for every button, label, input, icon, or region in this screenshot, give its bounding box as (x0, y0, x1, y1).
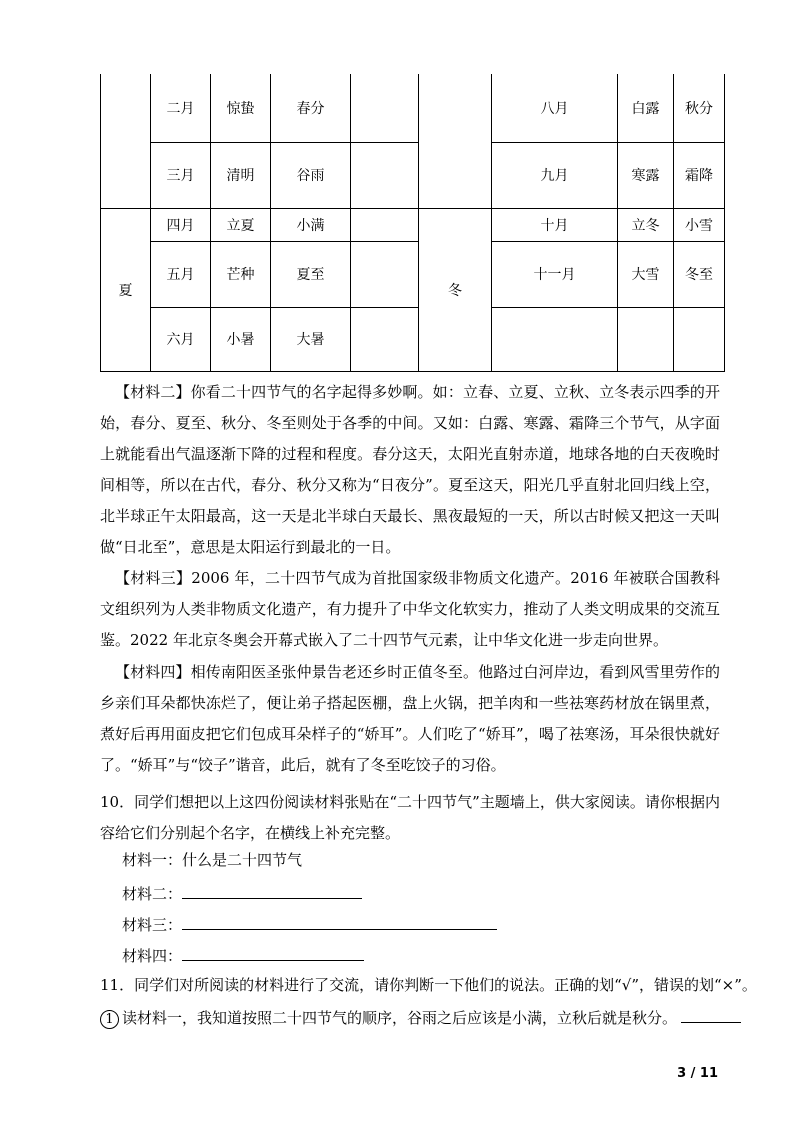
table-cell-month: 六月 (151, 307, 211, 371)
table-cell-month: 十一月 (492, 241, 618, 307)
solar-terms-table (100, 74, 725, 372)
q10-label-material-2: 材料二： (122, 885, 183, 903)
question-10: 10．同学们想把以上这四份阅读材料张贴在“二十四节气”主题墙上，供大家阅读。请你根据内容给它们分别起个名字，在横线上补充完整。 (100, 793, 720, 842)
table-cell-empty (351, 208, 419, 241)
q11-item-1-text: 读材料一，我知道按照二十四节气的顺序，谷雨之后应该是小满，立秋后就是秋分。 (122, 1009, 678, 1027)
table-cell-month: 二月 (151, 74, 211, 142)
table-cell-term: 霜降 (674, 142, 725, 208)
table-cell-term: 夏至 (271, 241, 351, 307)
table-cell-month: 八月 (492, 74, 618, 142)
question-11: 11．同学们对所阅读的材料进行了交流，请你判断一下他们的说法。正确的划“√”，错误的划“×”。 (100, 976, 757, 994)
table-cell-month: 五月 (151, 241, 211, 307)
table-cell-term: 秋分 (674, 74, 725, 142)
table-cell-term: 立夏 (211, 208, 271, 241)
table-cell-term: 芒种 (211, 241, 271, 307)
material-four: 【材料四】相传南阳医圣张仲景告老还乡时正值冬至。他路过白河岸边，看到风雪里劳作的乡亲们耳朵都快冻烂了，便让弟子搭起医棚，盘上火锅，把羊肉和一些祛寒药材放在锅里煮，煮好后再用面皮把它们包成耳朵样子的“娇耳”。人们吃了“娇耳”，喝了祛寒汤，耳朵很快就好了。“娇耳”与“饺子”谐音，此后，就有了冬至吃饺子的习俗。 (100, 663, 720, 774)
table-cell-term: 大暑 (271, 307, 351, 371)
q10-item-material-4 (122, 944, 364, 966)
q10-item-material-1: 材料一：什么是二十四节气 (122, 851, 303, 869)
answer-blank-material-2[interactable] (182, 882, 362, 899)
answer-blank-material-4[interactable] (182, 944, 364, 961)
table-cell-month: 四月 (151, 208, 211, 241)
table-cell-month: 十月 (492, 208, 618, 241)
material-two: 【材料二】你看二十四节气的名字起得多妙啊。如：立春、立夏、立秋、立冬表示四季的开始，春分、夏至、秋分、冬至则处于各季的中间。又如：白露、寒露、霜降三个节气，从字面上就能看出气温逐渐下降的过程和程度。春分这天，太阳光直射赤道，地球各地的白天夜晚时间相等，所以在古代，春分、秋分又称为“日夜分”。夏至这天，阳光几乎直射北回归线上空，北半球正午太阳最高，这一天是北半球白天最长、黑夜最短的一天，所以古时候又把这一天叫做“日北至”，意思是太阳运行到最北的一日。 (100, 383, 720, 556)
table-cell-term (618, 307, 674, 371)
table-cell-term: 谷雨 (271, 142, 351, 208)
table-cell-empty (351, 307, 419, 371)
table-cell-empty (351, 241, 419, 307)
q11-item-1 (100, 1006, 741, 1029)
season-cell-summer: 夏 (101, 208, 151, 371)
table-cell-term: 清明 (211, 142, 271, 208)
table-cell-term: 冬至 (674, 241, 725, 307)
answer-blank-material-3[interactable] (182, 913, 497, 930)
table-cell-month (492, 307, 618, 371)
table-cell-empty (351, 142, 419, 208)
page-number: 3 / 11 (677, 1066, 718, 1081)
table-cell-term: 惊蛰 (211, 74, 271, 142)
circled-number-1: 1 (100, 1010, 119, 1029)
table-cell-term: 白露 (618, 74, 674, 142)
table-cell-term: 寒露 (618, 142, 674, 208)
q10-label-material-4: 材料四： (122, 947, 183, 965)
table-cell-month: 九月 (492, 142, 618, 208)
q10-item-material-2 (122, 882, 362, 904)
season-cell-winter: 冬 (419, 208, 492, 371)
q10-label-material-3: 材料三： (122, 916, 183, 934)
season-cell-spring (101, 74, 151, 208)
table-cell-month: 三月 (151, 142, 211, 208)
material-three: 【材料三】2006 年，二十四节气成为首批国家级非物质文化遗产。2016 年被联合国教科文组织列为人类非物质文化遗产，有力提升了中华文化软实力，推动了人类文明成果的交流互鉴。2022 年北京冬奥会开幕式嵌入了二十四节气元素，让中华文化进一步走向世界。 (100, 569, 720, 649)
table-cell-term: 小暑 (211, 307, 271, 371)
table-gap (419, 74, 492, 208)
table-cell-empty (351, 74, 419, 142)
q10-item-material-3 (122, 913, 497, 935)
table-cell-term: 春分 (271, 74, 351, 142)
answer-blank-q11-1[interactable] (681, 1006, 741, 1023)
table-cell-term: 小雪 (674, 208, 725, 241)
table-cell-term (674, 307, 725, 371)
table-cell-term: 小满 (271, 208, 351, 241)
table-cell-term: 立冬 (618, 208, 674, 241)
table-cell-term: 大雪 (618, 241, 674, 307)
